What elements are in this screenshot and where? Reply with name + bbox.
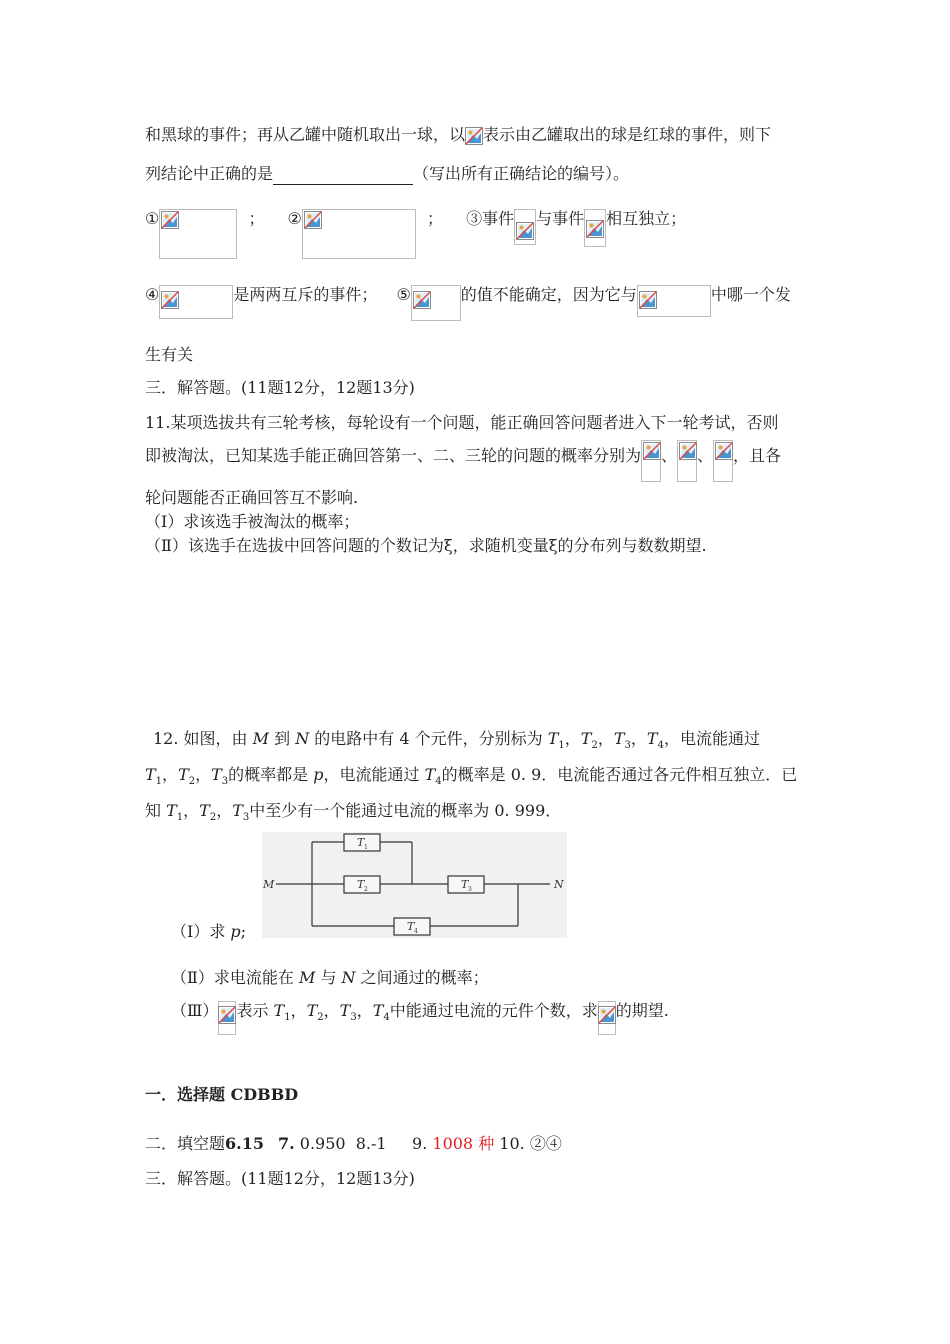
text-segment: 是两两互斥的事件； [233,285,378,304]
variable: T [547,729,559,748]
variable: T [580,729,592,748]
variable: M [298,968,316,987]
node-n-label: N [554,878,564,891]
variable: T [178,765,189,784]
variable: p [230,922,241,941]
text-line [145,124,771,146]
text-segment: ； [248,209,265,228]
text-segment: ， [216,801,233,820]
variable: T [306,1001,318,1020]
broken-image-icon [161,211,179,229]
answer-value: 0.950 [294,1134,346,1153]
variable: N [341,968,356,987]
text-segment: 和黑球的事件；再从乙罐中随机取出一球，以 [145,125,466,144]
variable: T [613,729,625,748]
text-line [145,163,629,185]
broken-image-icon [643,442,661,460]
text-segment: （写出所有正确结论的编号）。 [413,164,630,183]
text-segment: 、 [697,446,714,465]
question-12-part [171,1001,669,1035]
subscript: 3 [242,812,250,824]
formula-image [641,440,661,482]
broken-image-icon [586,220,604,238]
answer-value: 10. ②④ [494,1134,562,1153]
answer-number: 9. [386,1134,433,1153]
text-segment: ， [323,1001,340,1020]
broken-image-icon [413,291,431,309]
option-number: ⑤ [396,285,411,304]
formula-image [159,285,233,319]
variable: T [166,801,177,820]
subscript: 1 [155,776,163,788]
question-12-part [171,921,246,943]
broken-image-icon [465,127,483,145]
question-12-text [145,764,797,793]
formula-image [598,1001,616,1035]
subscript: 4 [657,740,664,752]
subscript: 2 [209,812,217,824]
section-heading: 三．解答题。(11题12分，12题13分) [145,378,415,397]
text-segment: 即被淘汰，已知某选手能正确回答第一、二、三轮的问题的概率分别为 [145,446,642,465]
text-segment: ， [597,729,614,748]
broken-image-icon [715,442,733,460]
component-subscript: 1 [364,844,368,851]
answers-fill-in [145,1133,562,1155]
variable: T [339,1001,351,1020]
options-row [145,285,791,321]
text-segment: ; [240,922,247,941]
question-11-part: （Ⅰ）求该选手被淘汰的概率； [145,512,360,531]
subscript: 3 [624,740,631,752]
answer-blank [273,168,413,185]
broken-image-icon [598,1006,616,1024]
text-segment: ， [630,729,647,748]
formula-image [514,209,536,245]
formula-image [713,440,733,482]
text-segment: 中能通过电流的元件个数，求 [389,1001,598,1020]
subscript: 4 [435,776,442,788]
variable: M [252,729,270,748]
text-segment: ， [290,1001,307,1020]
text-segment: ，电流能通过 [663,729,760,748]
formula-image [677,440,697,482]
options-row [145,209,686,259]
variable: T [273,1001,285,1020]
component-subscript: 3 [468,886,472,893]
text-segment: 与 [315,968,342,987]
component-label: T [407,920,415,933]
answer-value: 6.15 [225,1134,264,1153]
subscript: 1 [558,740,565,752]
text-segment: 与事件 [536,209,585,228]
answer-value: 8.-1 [345,1134,387,1153]
question-11-part: （Ⅱ）该选手在选拔中回答问题的个数记为ξ，求随机变量ξ的分布列与数数期望. [145,536,707,555]
variable: p [313,765,324,784]
question-11-text: 轮问题能否正确回答互不影响. [145,488,359,507]
text-segment: 之间通过的概率； [355,968,489,987]
component-label: T [357,878,365,891]
component-subscript: 2 [364,886,368,893]
broken-image-icon [516,222,534,240]
variable: T [199,801,210,820]
text-segment: 列结论中正确的是 [145,164,274,183]
question-11-text [145,440,781,482]
formula-image [159,209,237,259]
variable: T [145,765,156,784]
text-segment: （Ⅱ）求电流能在 [171,968,299,987]
subscript: 3 [221,776,229,788]
subscript: 4 [383,1012,390,1024]
text-segment: ， [183,801,200,820]
subscript: 2 [591,740,598,752]
formula-image [302,209,416,259]
answer-number: 7. [277,1134,295,1153]
text-segment: 表示 [236,1001,274,1020]
text-segment: （Ⅲ） [171,1001,219,1020]
broken-image-icon [218,1006,236,1024]
component-label: T [461,878,469,891]
variable: T [424,765,436,784]
node-m-label: M [263,878,275,891]
text-segment: ，电流能通过 [323,765,425,784]
broken-image-icon [679,442,697,460]
variable: T [211,765,222,784]
formula-image [411,285,461,321]
subscript: 1 [284,1012,291,1024]
text-segment: ， [356,1001,373,1020]
text-segment: ， [162,765,179,784]
formula-image [637,285,711,317]
answer-value: 1008 种 [432,1134,495,1153]
broken-image-icon [304,211,322,229]
text-segment: （Ⅰ）求 [171,922,231,941]
text-line: 生有关 [145,345,194,364]
question-12-part [171,967,489,989]
text-segment: 二．填空题 [145,1134,226,1153]
circuit-diagram [262,832,567,938]
formula-image [584,209,606,247]
section-heading: 三．解答题。(11题12分，12题13分) [145,1169,415,1188]
answers-multiple-choice: 一．选择题 CDBBD [145,1085,299,1104]
option-number: ① [145,209,160,228]
variable: T [232,801,243,820]
broken-image-icon [161,291,179,309]
component-subscript: 4 [414,928,418,935]
text-segment: ， [564,729,581,748]
text-segment: 知 [145,801,167,820]
component-label: T [357,836,365,849]
text-segment: 的概率是 0. 9．电流能否通过各元件相互独立．已 [441,765,798,784]
text-segment: 到 [269,729,296,748]
formula-image [218,1001,236,1035]
text-segment: ，且各 [733,446,782,465]
text-segment: 12. 如图，由 [153,729,253,748]
variable: T [372,1001,384,1020]
subscript: 1 [176,812,184,824]
subscript: 2 [188,776,196,788]
variable: N [295,729,310,748]
text-segment: ； [426,209,443,228]
subscript: 2 [317,1012,324,1024]
question-11-text: 11.某项选拔共有三轮考核，每轮设有一个问题，能正确回答问题者进入下一轮考试，否则 [145,413,779,432]
text-segment: 的期望. [615,1001,669,1020]
text-segment: 表示由乙罐取出的球是红球的事件，则下 [483,125,772,144]
option-number: ④ [145,285,160,304]
text-segment: 、 [661,446,678,465]
text-segment: ③事件 [466,209,515,228]
subscript: 3 [350,1012,357,1024]
text-segment: ， [195,765,212,784]
text-segment: 的电路中有 4 个元件，分别标为 [309,729,548,748]
question-12-text [153,728,760,757]
question-12-text [145,800,561,829]
broken-image-icon [639,291,657,309]
text-segment: 中至少有一个能通过电流的概率为 0. 999． [249,801,562,820]
variable: T [646,729,658,748]
text-segment: 相互独立； [606,209,687,228]
text-segment: 的值不能确定，因为它与 [460,285,637,304]
text-segment: 的概率都是 [228,765,314,784]
text-segment: 中哪一个发 [710,285,791,304]
option-number: ② [287,209,302,228]
